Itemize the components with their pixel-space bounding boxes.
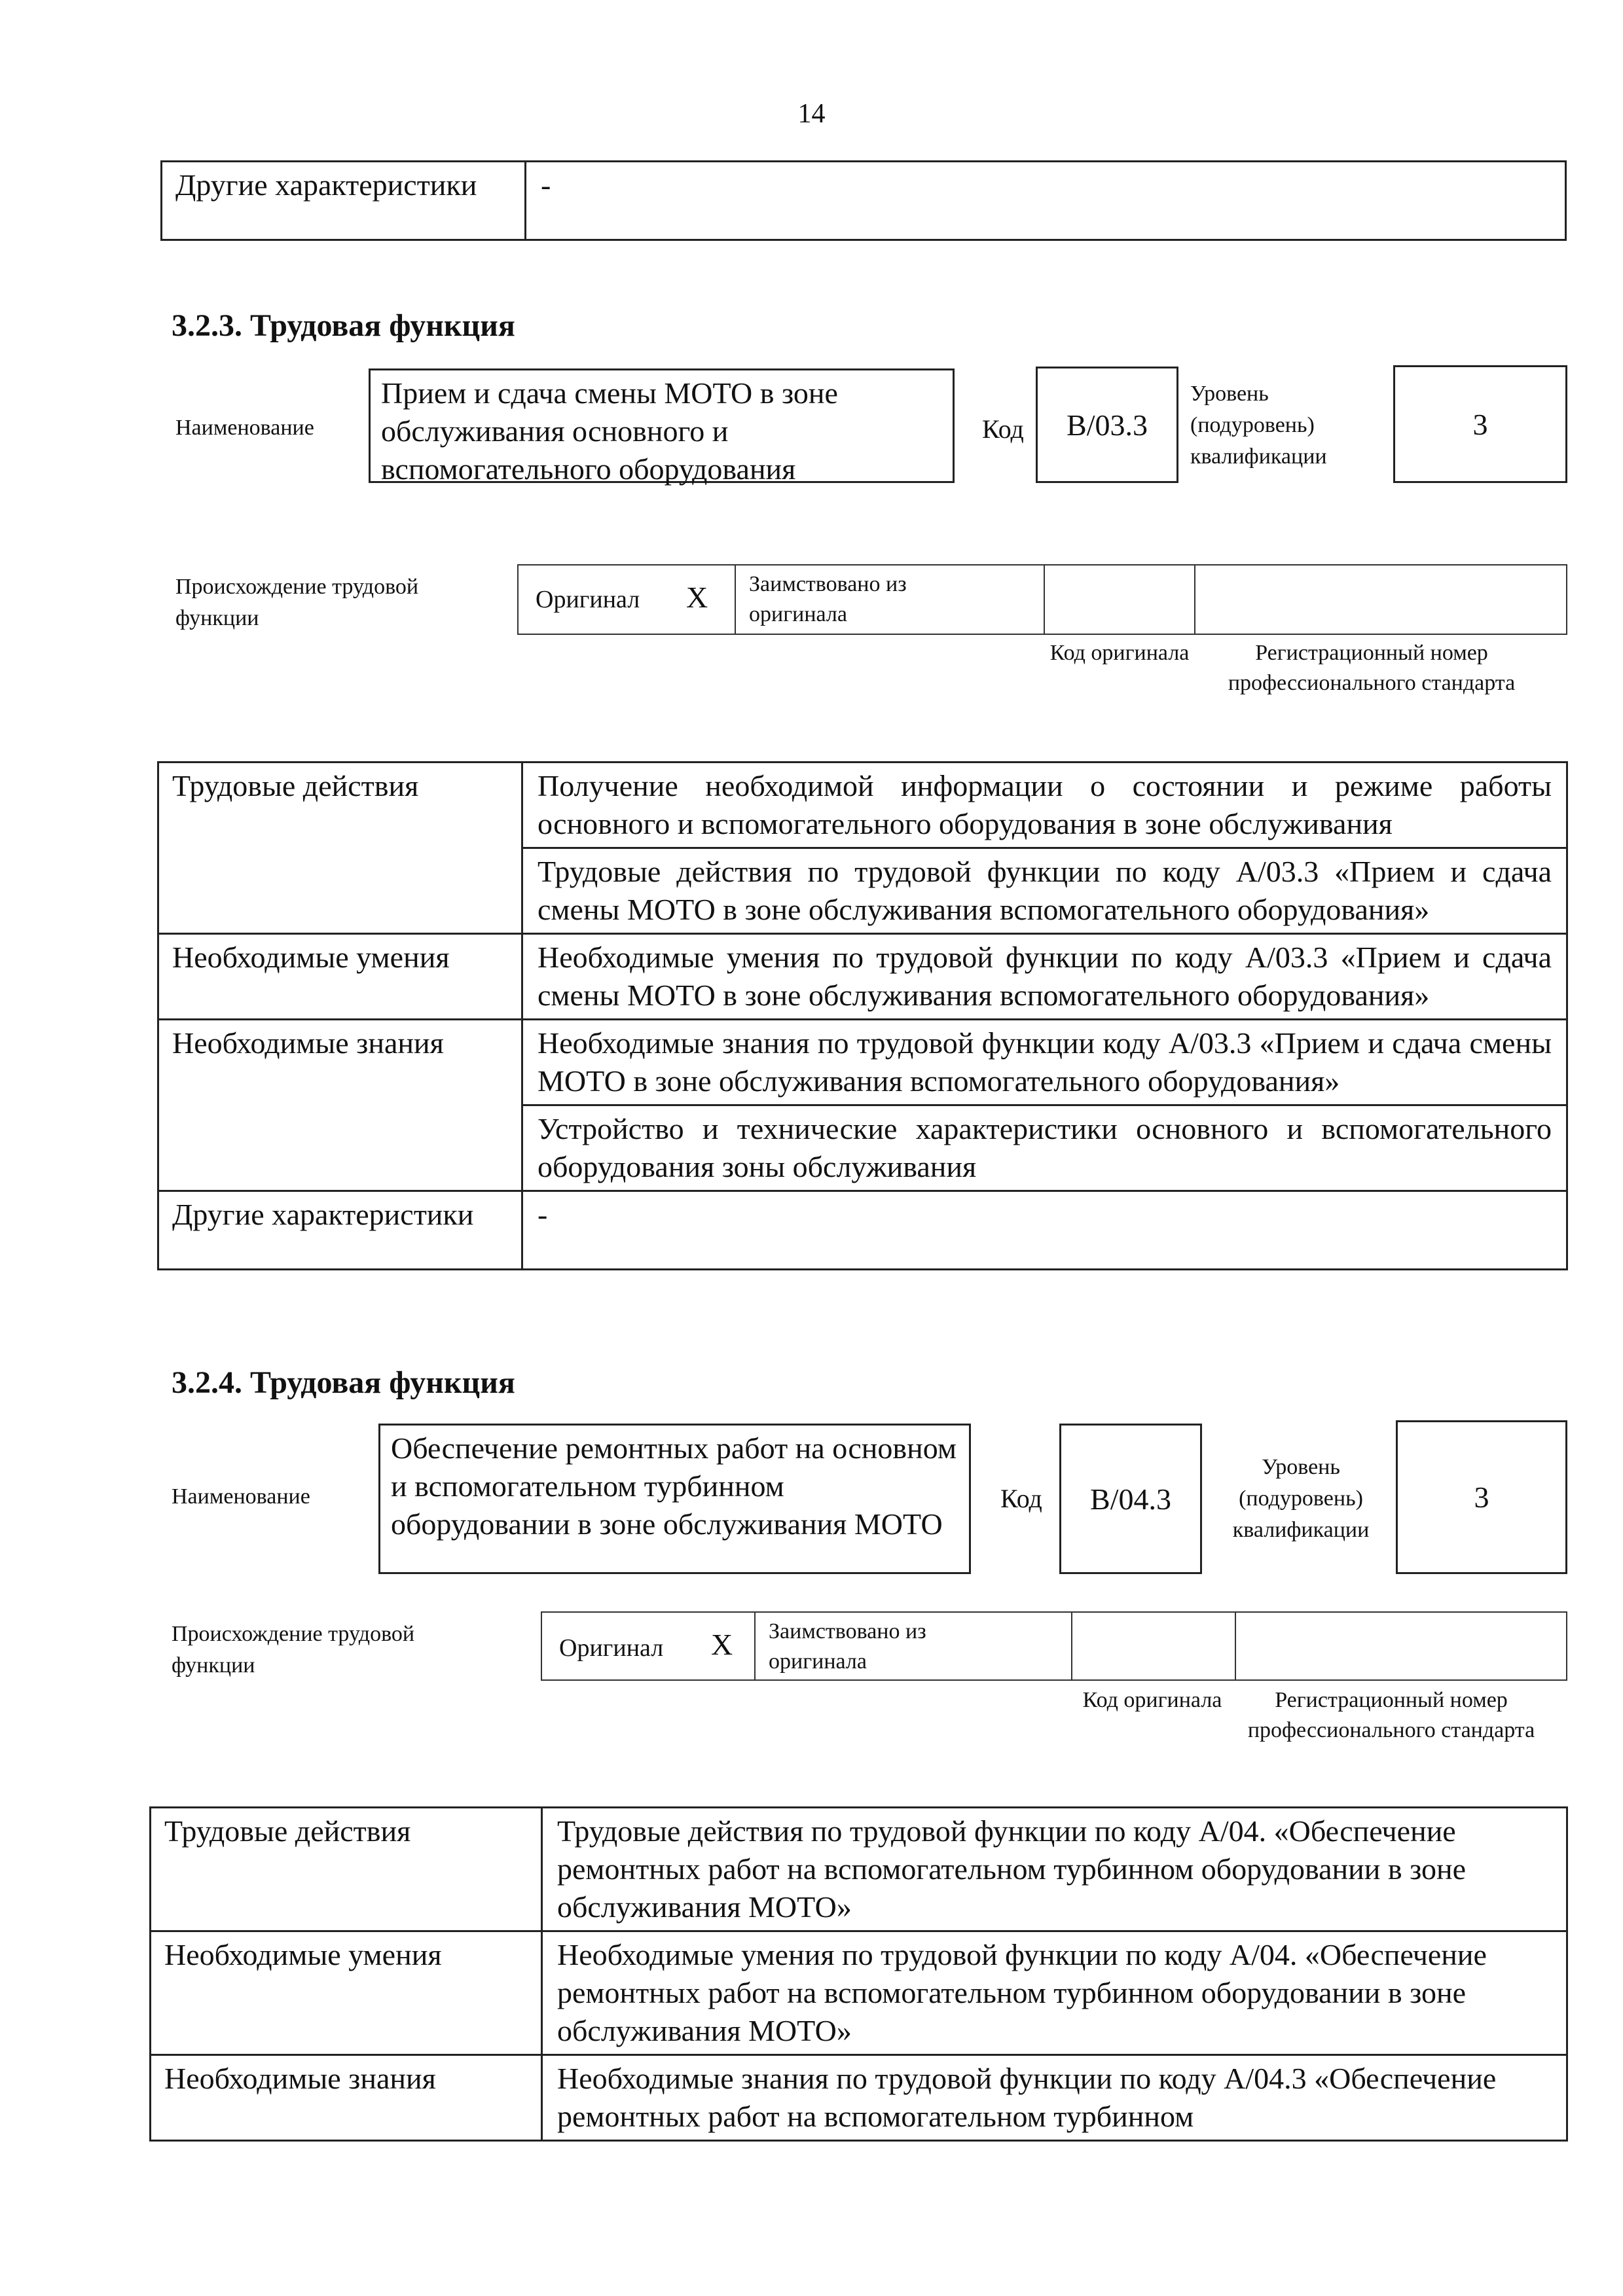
borrowed-label: Заимствовано из оригинала — [769, 1619, 926, 1674]
original-label: Оригинал — [536, 586, 640, 613]
code-original-cell — [1045, 565, 1195, 634]
name-label: Наименование — [172, 1484, 310, 1509]
function-code: B/03.3 — [1067, 408, 1148, 442]
code-label: Код — [982, 414, 1024, 444]
original-label: Оригинал — [559, 1634, 664, 1662]
knowledge-item: Устройство и технические характеристики основного и вспомогательного оборудования зоны обслуживания — [522, 1105, 1567, 1191]
other-characteristics-value: - — [526, 162, 1566, 240]
knowledge-item: Необходимые знания по трудовой функции по коду A/04.3 «Обеспечение ремонтных работ на вспомогательном турбинном — [542, 2055, 1567, 2141]
code-original-caption: Код оригинала — [1049, 641, 1190, 665]
original-mark: X — [686, 581, 708, 614]
borrowed-cell — [736, 565, 1045, 634]
row-label-actions: Трудовые действия — [151, 1808, 542, 1931]
code-label: Код — [1000, 1484, 1042, 1513]
row-label-skills: Необходимые умения — [158, 934, 522, 1020]
function-code-box — [1059, 1424, 1202, 1574]
function-name-box — [378, 1424, 971, 1574]
function-code: B/04.3 — [1090, 1482, 1171, 1516]
knowledge-item: Необходимые знания по трудовой функции коду A/03.3 «Прием и сдача смены МОТО в зоне обслуживания вспомогательного оборудования» — [522, 1020, 1567, 1105]
section-title: 3.2.4. Трудовая функция — [172, 1365, 515, 1400]
borrowed-cell — [756, 1613, 1072, 1679]
origin-label: Происхождение трудовой функции — [175, 575, 419, 630]
level-box — [1393, 365, 1567, 483]
function-code-box — [1036, 367, 1178, 483]
top-characteristics-table — [160, 160, 1567, 241]
origin-row — [517, 564, 1567, 635]
origin-row — [541, 1611, 1567, 1681]
level-value: 3 — [1474, 1480, 1489, 1514]
row-label-actions: Трудовые действия — [158, 762, 522, 848]
actions-item: Трудовые действия по трудовой функции по коду A/03.3 «Прием и сдача смены МОТО в зоне обслуживания вспомогательного оборудования» — [522, 848, 1567, 934]
origin-label: Происхождение трудовой функции — [172, 1622, 415, 1677]
function-name: Прием и сдача смены МОТО в зоне обслуживания основного и вспомогательного оборудования — [381, 376, 838, 486]
level-label: Уровень (подуровень) квалификации — [1190, 382, 1327, 469]
reg-number-caption: Регистрационный номер профессионального стандарта — [1228, 641, 1516, 695]
other-characteristics-label: Другие характеристики — [162, 162, 526, 240]
original-cell — [542, 1613, 756, 1679]
skills-item: Необходимые умения по трудовой функции по коду A/03.3 «Прием и сдача смены МОТО в зоне обслуживания вспомогательного оборудования» — [522, 934, 1567, 1020]
skills-item: Необходимые умения по трудовой функции по коду A/04. «Обеспечение ремонтных работ на вспомогательном турбинном оборудовании в зоне обслуживания МОТО» — [542, 1931, 1567, 2055]
row-label-knowledge: Необходимые знания — [151, 2055, 542, 2141]
actions-item: Трудовые действия по трудовой функции по коду A/04. «Обеспечение ремонтных работ на вспомогательном турбинном оборудовании в зоне обслуживания МОТО» — [542, 1808, 1567, 1931]
code-original-caption: Код оригинала — [1082, 1688, 1222, 1712]
function-name-box — [369, 368, 955, 486]
borrowed-label: Заимствовано из оригинала — [749, 572, 907, 626]
reg-number-cell — [1195, 565, 1569, 634]
section-title: 3.2.3. Трудовая функция — [172, 308, 515, 343]
reg-number-cell — [1236, 1613, 1569, 1679]
level-label: Уровень (подуровень) квалификации — [1232, 1455, 1370, 1542]
original-cell — [519, 565, 736, 634]
function-details-table — [149, 1806, 1568, 2142]
actions-item: Получение необходимой информации о состоянии и режиме работы основного и вспомогательного оборудования в зоне обслуживания — [522, 762, 1567, 848]
row-label-other: Другие характеристики — [158, 1191, 522, 1270]
page-number: 14 — [797, 99, 826, 129]
name-label: Наименование — [175, 416, 314, 440]
level-value: 3 — [1472, 407, 1488, 441]
function-name: Обеспечение ремонтных работ на основном и вспомогательном турбинном оборудовании в зоне обслуживания МОТО — [391, 1431, 957, 1541]
reg-number-caption: Регистрационный номер профессионального стандарта — [1247, 1688, 1535, 1742]
function-details-table — [157, 761, 1568, 1270]
row-label-knowledge: Необходимые знания — [158, 1020, 522, 1105]
level-box — [1396, 1420, 1567, 1574]
original-mark: X — [711, 1628, 733, 1661]
code-original-cell — [1072, 1613, 1236, 1679]
other-item: - — [522, 1191, 1567, 1270]
row-label-skills: Необходимые умения — [151, 1931, 542, 2055]
